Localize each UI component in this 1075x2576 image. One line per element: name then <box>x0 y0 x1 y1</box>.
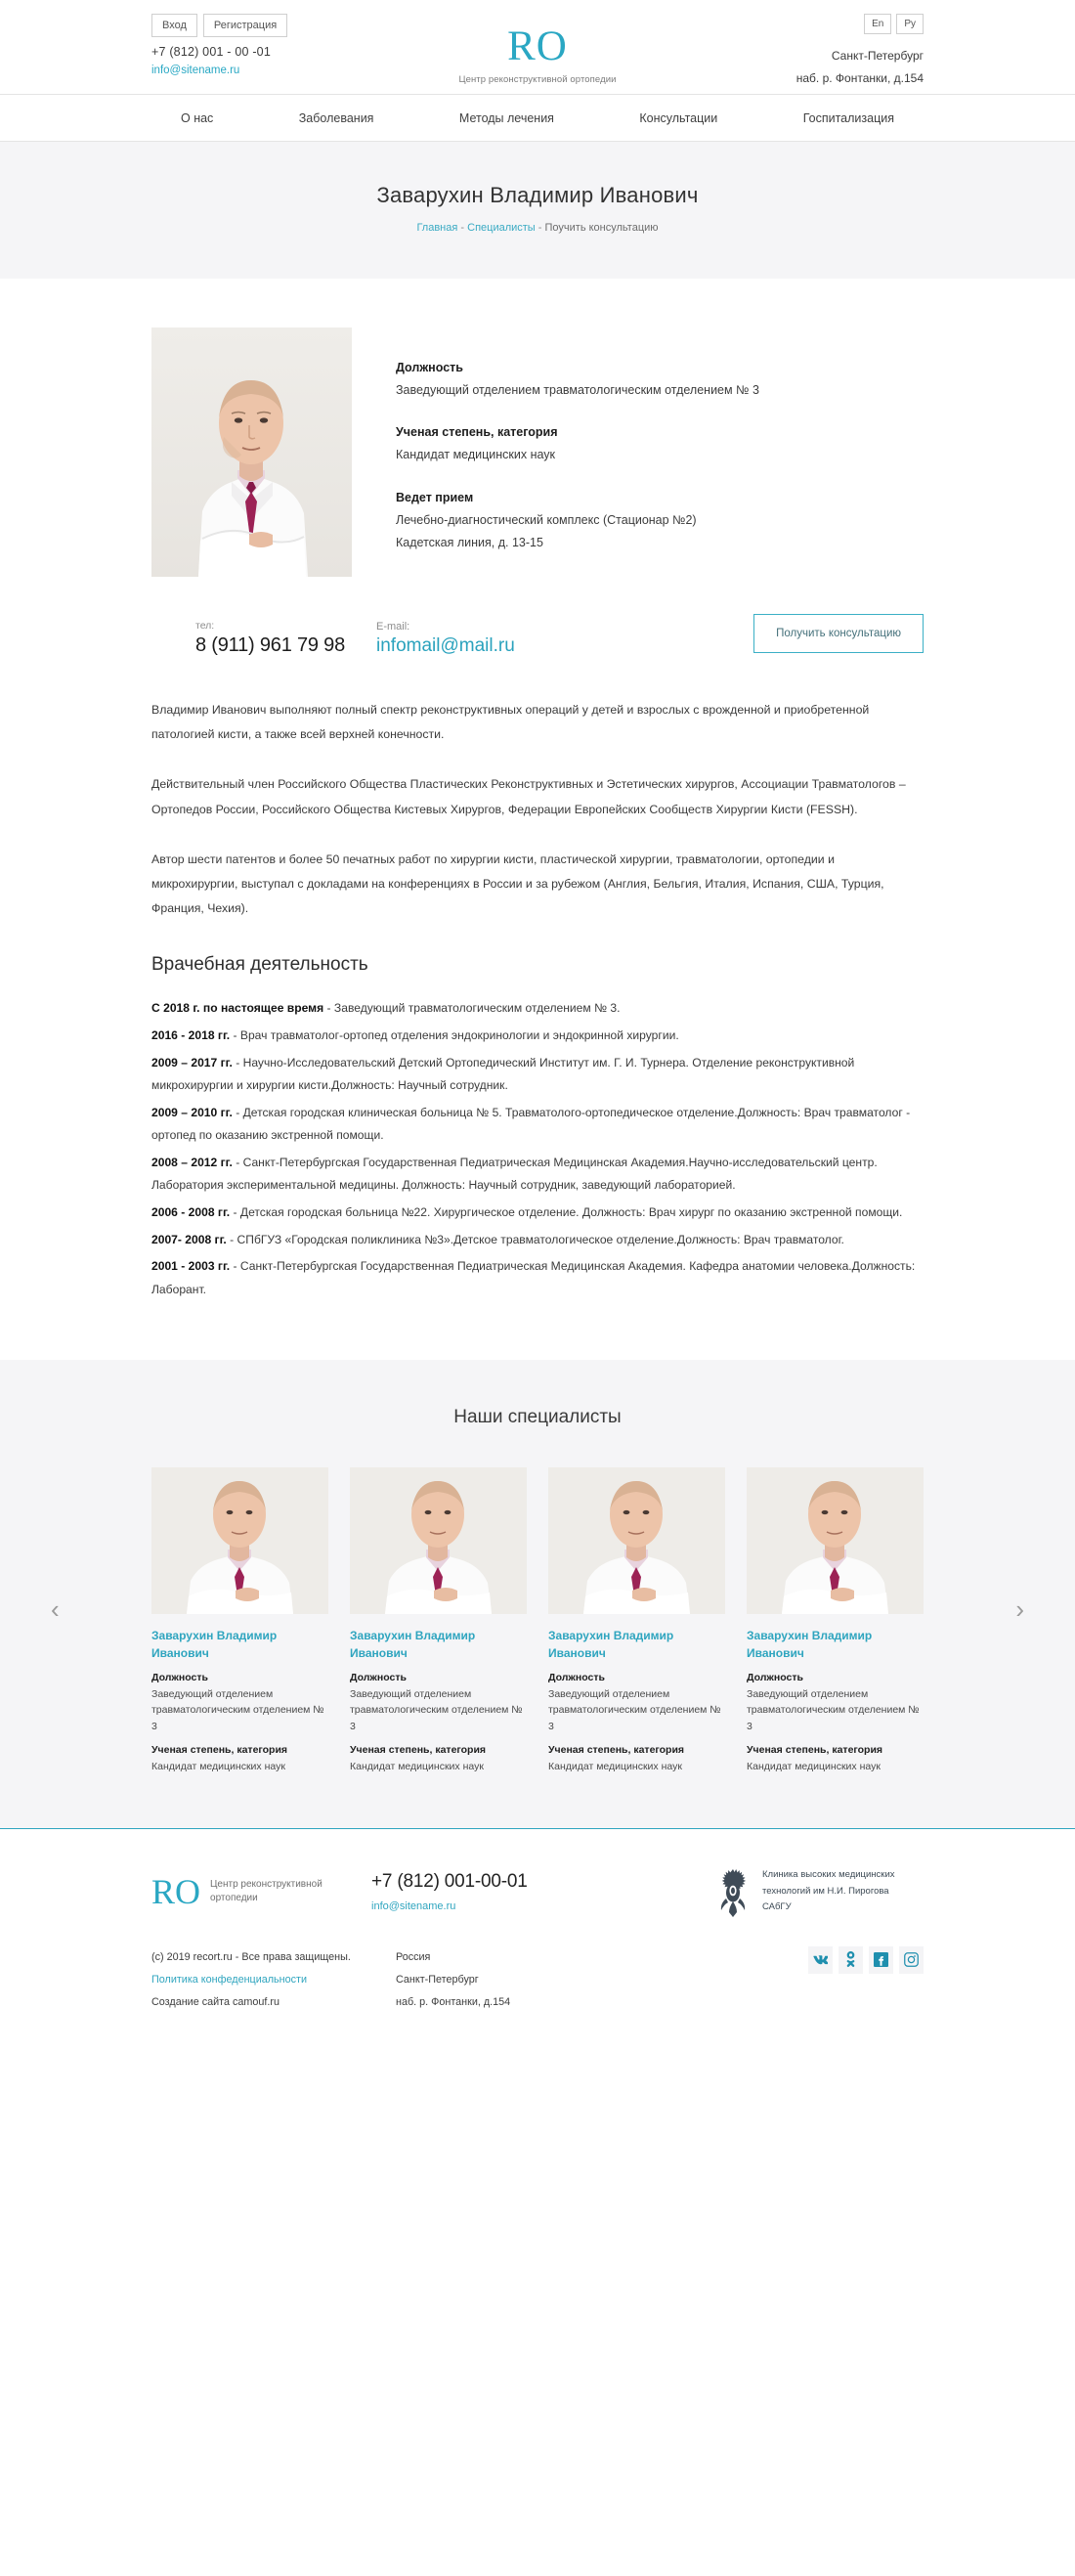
career-period: 2016 - 2018 гг. <box>151 1028 231 1042</box>
footer-city: Санкт-Петербург <box>396 1974 479 1987</box>
career-period: 2009 – 2017 гг. <box>151 1055 233 1070</box>
footer-phone[interactable]: +7 (812) 001-00-01 <box>371 1870 528 1892</box>
login-button[interactable]: Вход <box>151 14 197 37</box>
specialist-photo <box>548 1467 725 1614</box>
partner-clinic-line1: Клиника высоких медицинских <box>762 1868 895 1880</box>
position-label: Должность <box>396 361 463 374</box>
specialist-card[interactable] <box>350 1467 527 1774</box>
specialist-name: Заварухин Владимир Иванович <box>151 1629 278 1661</box>
header-street: наб. р. Фонтанки, д.154 <box>796 70 924 85</box>
header-city: Санкт-Петербург <box>831 49 924 63</box>
doctor-details <box>396 327 759 554</box>
specialist-degree-label: Ученая степень, категория <box>548 1743 685 1756</box>
career-item <box>151 1102 924 1148</box>
lang-en-button[interactable]: En <box>864 14 891 34</box>
footer-privacy-link[interactable]: Политика конфеденциальности <box>151 1974 308 1987</box>
logo-tagline: Центр реконструктивной ортопедии <box>458 74 617 85</box>
specialist-position-label: Должность <box>548 1672 605 1684</box>
nav-item-about[interactable]: О нас <box>181 110 214 125</box>
carousel-prev-icon[interactable]: ‹ <box>51 1594 60 1624</box>
specialists-heading: Наши специалисты <box>453 1407 622 1428</box>
page-header-band <box>0 142 1075 279</box>
career-period: 2009 – 2010 гг. <box>151 1105 233 1119</box>
social-links <box>808 1946 924 1974</box>
doctor-biography <box>151 698 924 1301</box>
career-period: 2006 - 2008 гг. <box>151 1205 231 1220</box>
reception-label: Ведет прием <box>396 490 474 504</box>
page-title: Заварухин Владимир Иванович <box>376 183 699 207</box>
specialist-position-value: Заведующий отделением травматологическим отделением № 3 <box>548 1688 721 1732</box>
specialist-photo <box>151 1467 328 1614</box>
header-phone[interactable]: +7 (812) 001 - 00 -01 <box>151 45 271 59</box>
specialist-name: Заварухин Владимир Иванович <box>350 1629 476 1661</box>
doctor-photo <box>151 327 352 577</box>
doctor-email-label: E-mail: <box>376 621 410 633</box>
career-text: - Санкт-Петербургская Государственная Педиатрическая Медицинская Академия. Кафедра анатомии человека.Должность: Лаборант. <box>151 1259 916 1296</box>
get-consultation-button[interactable]: Получить консультацию <box>753 614 924 653</box>
reception-value-address: Кадетская линия, д. 13-15 <box>396 535 543 549</box>
site-footer <box>151 1829 924 2054</box>
breadcrumb-specialists[interactable]: Специалисты <box>467 222 536 234</box>
doctor-phone-value[interactable]: 8 (911) 961 79 98 <box>195 634 346 656</box>
career-item <box>151 997 924 1021</box>
specialist-position-value: Заведующий отделением травматологическим отделением № 3 <box>747 1688 920 1732</box>
specialist-photo <box>747 1467 924 1614</box>
specialist-degree-label: Ученая степень, категория <box>151 1743 288 1756</box>
breadcrumb-home[interactable]: Главная <box>416 222 458 234</box>
register-button[interactable]: Регистрация <box>203 14 287 37</box>
specialists-carousel <box>151 1467 924 1774</box>
main-navigation-bar <box>0 94 1075 142</box>
footer-tagline: Центр реконструктивной ортопедии <box>210 1878 322 1903</box>
career-item <box>151 1201 924 1225</box>
footer-street: наб. р. Фонтанки, д.154 <box>396 1996 511 2009</box>
breadcrumb-separator: - <box>460 222 465 234</box>
footer-made-by: Создание сайта camouf.ru <box>151 1996 280 2009</box>
career-text: - Детская городская клиническая больница № 5. Травматолого-ортопедическое отделение.Должность: Врач травматолог - ортопед по оказанию экстренной помощи. <box>151 1105 911 1143</box>
logo-text: RO <box>507 23 568 69</box>
specialist-position-label: Должность <box>151 1672 208 1684</box>
specialist-degree-value: Кандидат медицинских наук <box>548 1760 682 1772</box>
vk-icon[interactable] <box>808 1946 833 1974</box>
specialists-section <box>0 1360 1075 1828</box>
footer-copyright: (c) 2019 recort.ru - Все права защищены. <box>151 1950 351 1963</box>
partner-clinic <box>712 1866 924 1917</box>
main-navigation <box>151 95 924 141</box>
doctor-profile <box>151 279 924 1301</box>
doctor-phone-block <box>151 620 376 657</box>
career-text: - Научно-Исследовательский Детский Ортопедический Институт им. Г. И. Турнера. Отделение реконструктивной микрохирургии и хирургии кисти.Должность: Научный сотрудник. <box>151 1055 855 1093</box>
degree-label: Ученая степень, категория <box>396 425 558 440</box>
header-contacts <box>151 45 271 76</box>
specialist-name: Заварухин Владимир Иванович <box>548 1629 674 1661</box>
breadcrumb-current: Поучить консультацию <box>544 222 659 234</box>
footer-legal <box>151 1946 396 2015</box>
footer-address <box>396 1946 640 2015</box>
career-text: - Детская городская больница №22. Хирургическое отделение. Должность: Врач хирург по оказанию экстренной помощи. <box>230 1205 903 1220</box>
career-text: - Заведующий травматологическим отделением № 3. <box>323 1001 621 1016</box>
partner-clinic-line2: технологий им Н.И. Пирогова <box>762 1885 889 1897</box>
doctor-email-block <box>376 621 586 657</box>
specialist-degree-value: Кандидат медицинских наук <box>151 1760 285 1772</box>
specialist-position-value: Заведующий отделением травматологическим отделением № 3 <box>151 1688 324 1732</box>
specialist-photo <box>350 1467 527 1614</box>
career-item <box>151 1255 924 1301</box>
nav-item-diseases[interactable]: Заболевания <box>298 110 374 125</box>
specialist-name: Заварухин Владимир Иванович <box>747 1629 873 1661</box>
partner-clinic-text <box>762 1867 924 1916</box>
career-item <box>151 1152 924 1198</box>
bio-paragraph-3: Автор шести патентов и более 50 печатных работ по хирургии кисти, пластической хирургии, травматологии, ортопедии и микрохирургии, выступал с докладами на конференциях в России и за рубежом (Англия, Бельгия, Италия, Испания, США, Турция, Франция, Чехия). <box>151 851 884 916</box>
career-text: - СПбГУЗ «Городская поликлиника №3».Детское травматологическое отделение.Должность: Врач травматолог. <box>226 1232 844 1246</box>
auth-buttons <box>151 14 287 37</box>
partner-clinic-line3: САбГУ <box>762 1901 792 1913</box>
footer-country: Россия <box>396 1950 431 1963</box>
double-headed-eagle-icon <box>712 1866 753 1917</box>
header-email-link[interactable]: info@sitename.ru <box>151 65 240 76</box>
footer-contacts <box>371 1871 528 1912</box>
lang-ru-button[interactable]: Ру <box>896 14 924 34</box>
breadcrumb <box>0 222 1075 234</box>
position-value: Заведующий отделением травматологическим отделением № 3 <box>396 383 759 398</box>
nav-item-hospitalization[interactable]: Госпитализация <box>802 110 894 125</box>
facebook-icon[interactable] <box>869 1946 893 1974</box>
bio-paragraph-1: Владимир Иванович выполняют полный спектр реконструктивных операций у детей и взрослых с врожденной и приобретенной патологией кисти, а также всей верхней конечности. <box>151 703 870 742</box>
specialist-position-label: Должность <box>747 1672 803 1684</box>
odnoklassniki-icon[interactable] <box>838 1946 863 1974</box>
footer-logo[interactable]: RO <box>151 1871 201 1911</box>
specialist-degree-value: Кандидат медицинских наук <box>350 1760 484 1772</box>
career-item <box>151 1025 924 1048</box>
reception-value-complex: Лечебно-диагностический комплекс (Стационар №2) <box>396 512 697 527</box>
site-logo[interactable] <box>381 25 694 85</box>
top-bar <box>151 0 924 94</box>
footer-email-link[interactable]: info@sitename.ru <box>371 1899 456 1912</box>
carousel-next-icon[interactable]: › <box>1015 1594 1024 1624</box>
breadcrumb-separator: - <box>538 222 542 234</box>
specialist-degree-value: Кандидат медицинских наук <box>747 1760 881 1772</box>
career-period: 2007- 2008 гг. <box>151 1232 227 1246</box>
specialist-position-label: Должность <box>350 1672 407 1684</box>
specialist-card[interactable] <box>548 1467 725 1774</box>
career-period: С 2018 г. по настоящее время <box>151 1001 324 1016</box>
specialist-degree-label: Ученая степень, категория <box>747 1743 883 1756</box>
doctor-contact-row <box>151 614 924 657</box>
header-address <box>796 45 924 90</box>
career-list <box>151 997 924 1301</box>
specialist-degree-label: Ученая степень, категория <box>350 1743 487 1756</box>
specialist-card[interactable] <box>747 1467 924 1774</box>
nav-item-treatment-methods[interactable]: Методы лечения <box>458 110 554 125</box>
career-heading: Врачебная деятельность <box>151 954 368 976</box>
degree-value: Кандидат медицинских наук <box>396 448 556 462</box>
language-switcher <box>864 14 924 34</box>
career-period: 2008 – 2012 гг. <box>151 1155 233 1169</box>
career-text: - Врач травматолог-ортопед отделения эндокринологии и эндокринной хирургии. <box>230 1028 679 1042</box>
nav-item-consultations[interactable]: Консультации <box>639 110 718 125</box>
specialist-position-value: Заведующий отделением травматологическим отделением № 3 <box>350 1688 523 1732</box>
doctor-phone-label: тел: <box>195 620 215 632</box>
career-period: 2001 - 2003 гг. <box>151 1259 231 1274</box>
career-item <box>151 1052 924 1098</box>
bio-paragraph-2: Действительный член Российского Общества Пластических Реконструктивных и Эстетических хирургов, Ассоциации Травматологов – Ортопедов России, Российского Общества Кистевых Хирургов, Федерации Европейских Сообществ Хирургии Кисти (FESSH). <box>151 777 906 816</box>
specialist-card[interactable] <box>151 1467 328 1774</box>
instagram-icon[interactable] <box>899 1946 924 1974</box>
career-text: - Санкт-Петербургская Государственная Педиатрическая Медицинская Академия.Научно-исследовательский центр. Лаборатория экспериментальной медицины. Должность: Научный сотрудник, заведующий лабораторией. <box>151 1155 878 1193</box>
career-item <box>151 1229 924 1252</box>
doctor-email-value[interactable]: infomail@mail.ru <box>376 635 515 656</box>
